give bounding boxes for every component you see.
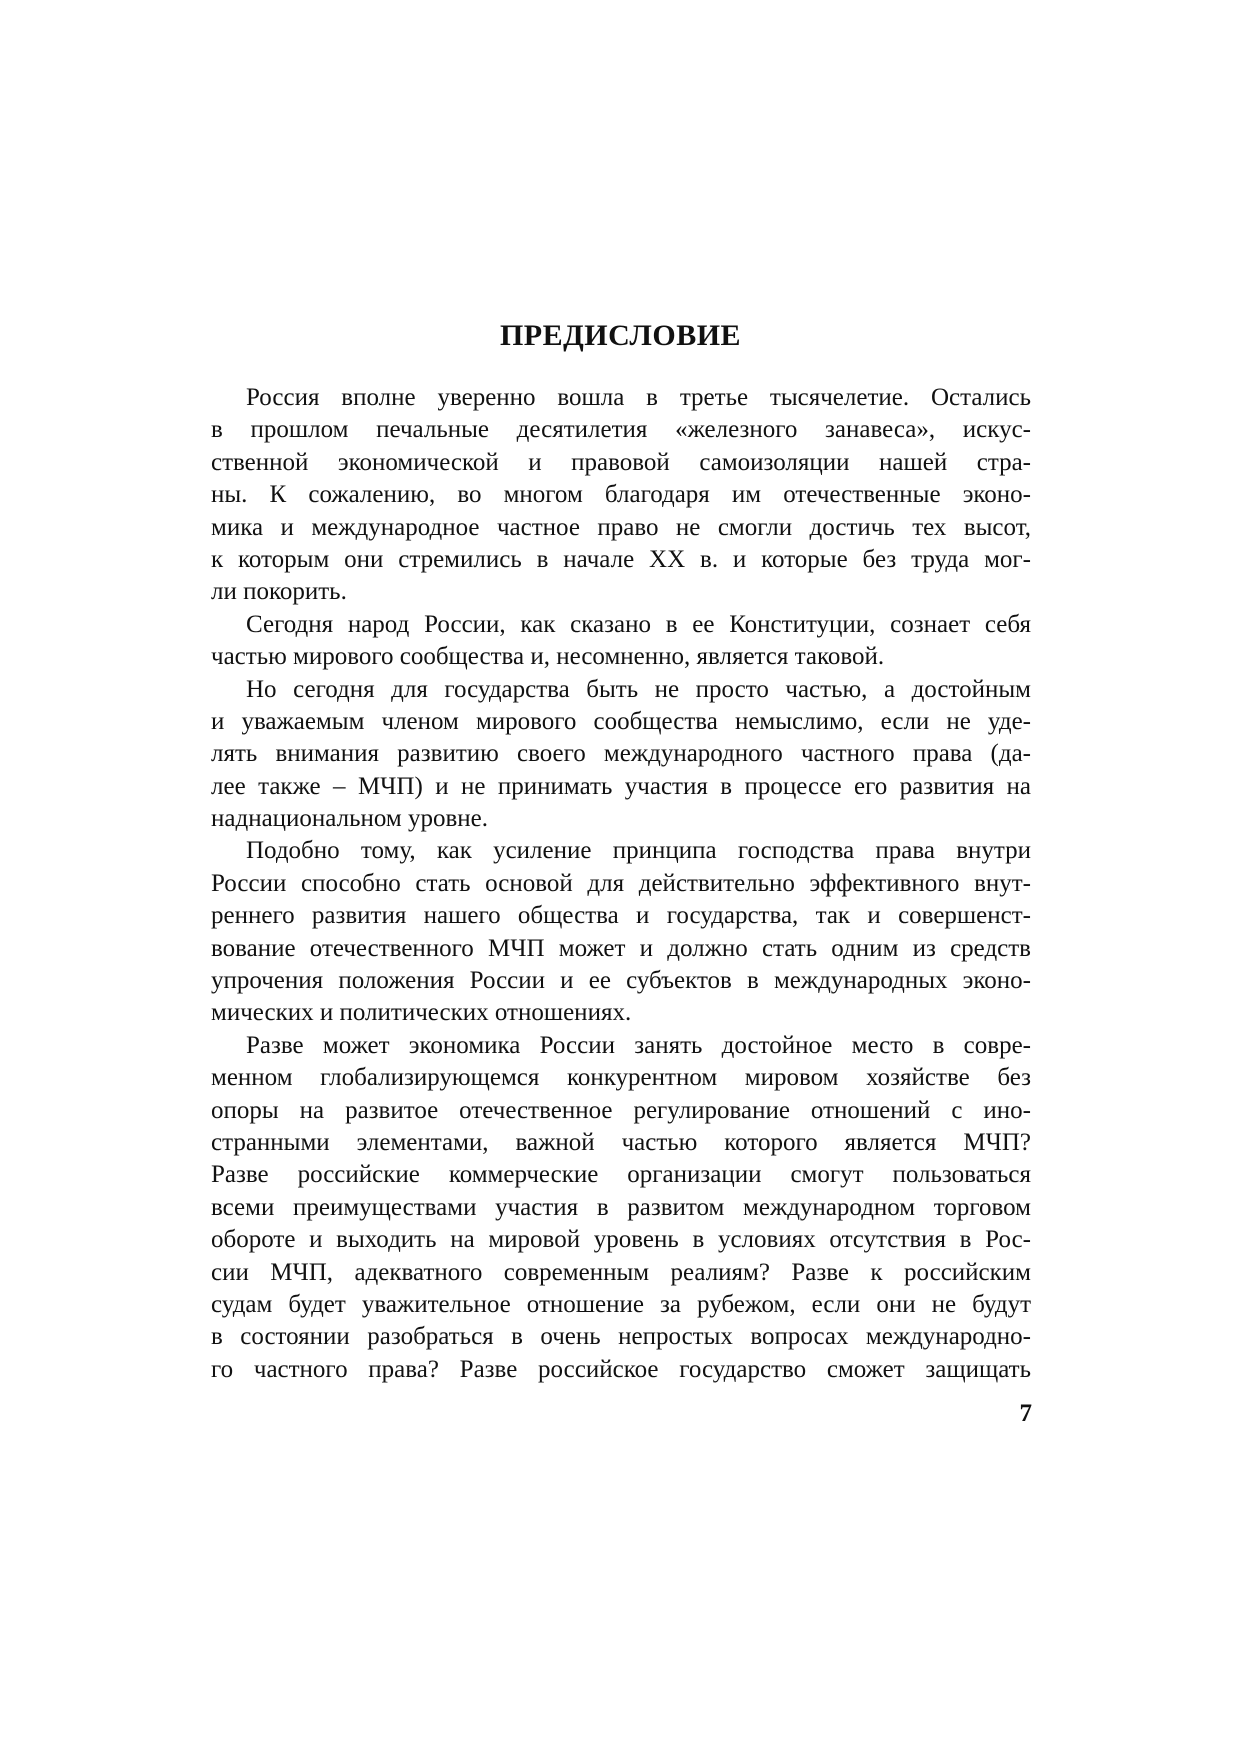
text-line: Разве российские коммерческие организации смогут пользоваться (211, 1161, 1031, 1189)
text-line: лять внимания развитию своего международного частного права (да- (211, 740, 1031, 768)
text-line: упрочения положения России и ее субъектов в международных эконо- (211, 967, 1031, 995)
text-line: Но сегодня для государства быть не просто частью, а достойным (246, 675, 1031, 703)
text-line: ственной экономической и правовой самоизоляции нашей стра- (211, 448, 1031, 476)
text-line: ли покорить. (211, 578, 347, 606)
text-line: Разве может экономика России занять достойное место в совре- (246, 1031, 1031, 1059)
page-title: ПРЕДИСЛОВИЕ (499, 319, 742, 352)
text-line: к которым они стремились в начале XX в. и которые без труда мог- (211, 545, 1031, 573)
text-line: ны. К сожалению, во многом благодаря им отечественные эконо- (211, 481, 1031, 509)
text-line: наднациональном уровне. (211, 805, 489, 833)
text-line: странными элементами, важной частью которого является МЧП? (211, 1128, 1031, 1156)
text-line: России способно стать основой для действительно эффективного внут- (211, 869, 1031, 897)
preface-body (211, 382, 1031, 1386)
text-line: судам будет уважительное отношение за рубежом, если они не будут (211, 1290, 1031, 1318)
text-line: в состоянии разобраться в очень непростых вопросах международно- (211, 1323, 1031, 1351)
text-line: обороте и выходить на мировой уровень в условиях отсутствия в Рос- (211, 1226, 1031, 1254)
text-line: опоры на развитое отечественное регулирование отношений с ино- (211, 1096, 1031, 1124)
text-line: Подобно тому, как усиление принципа господства права внутри (246, 837, 1031, 865)
text-line: сии МЧП, адекватного современным реалиям? Разве к российским (211, 1258, 1031, 1286)
paragraph-3 (211, 674, 1031, 836)
text-line: лее также – МЧП) и не принимать участия в процессе его развития на (211, 772, 1031, 800)
text-line: Россия вполне уверенно вошла в третье тысячелетие. Остались (246, 384, 1031, 411)
text-line: мика и международное частное право не смогли достичь тех высот, (211, 513, 1031, 541)
text-line: реннего развития нашего общества и государства, так и совершенст- (211, 902, 1031, 930)
text-line: и уважаемым членом мирового сообщества немыслимо, если не уде- (211, 707, 1031, 735)
paragraph-2 (211, 609, 1031, 674)
text-line: в прошлом печальные десятилетия «железного занавеса», искус- (211, 416, 1031, 444)
text-line: вование отечественного МЧП может и должно стать одним из средств (211, 934, 1031, 962)
text-line: частью мирового сообщества и, несомненно, является таковой. (211, 643, 885, 671)
paragraph-1 (211, 382, 1031, 609)
text-line: менном глобализирующемся конкурентном мировом хозяйстве без (211, 1064, 1031, 1092)
text-line: го частного права? Разве российское государство сможет защищать (211, 1355, 1031, 1383)
paragraph-5 (211, 1030, 1031, 1386)
page-number: 7 (1019, 1400, 1032, 1427)
text-line: всеми преимуществами участия в развитом международном торговом (211, 1193, 1031, 1221)
text-line: мических и политических отношениях. (211, 999, 632, 1027)
text-line: Сегодня народ России, как сказано в ее Конституции, сознает себя (246, 610, 1031, 638)
paragraph-4 (211, 835, 1031, 1029)
